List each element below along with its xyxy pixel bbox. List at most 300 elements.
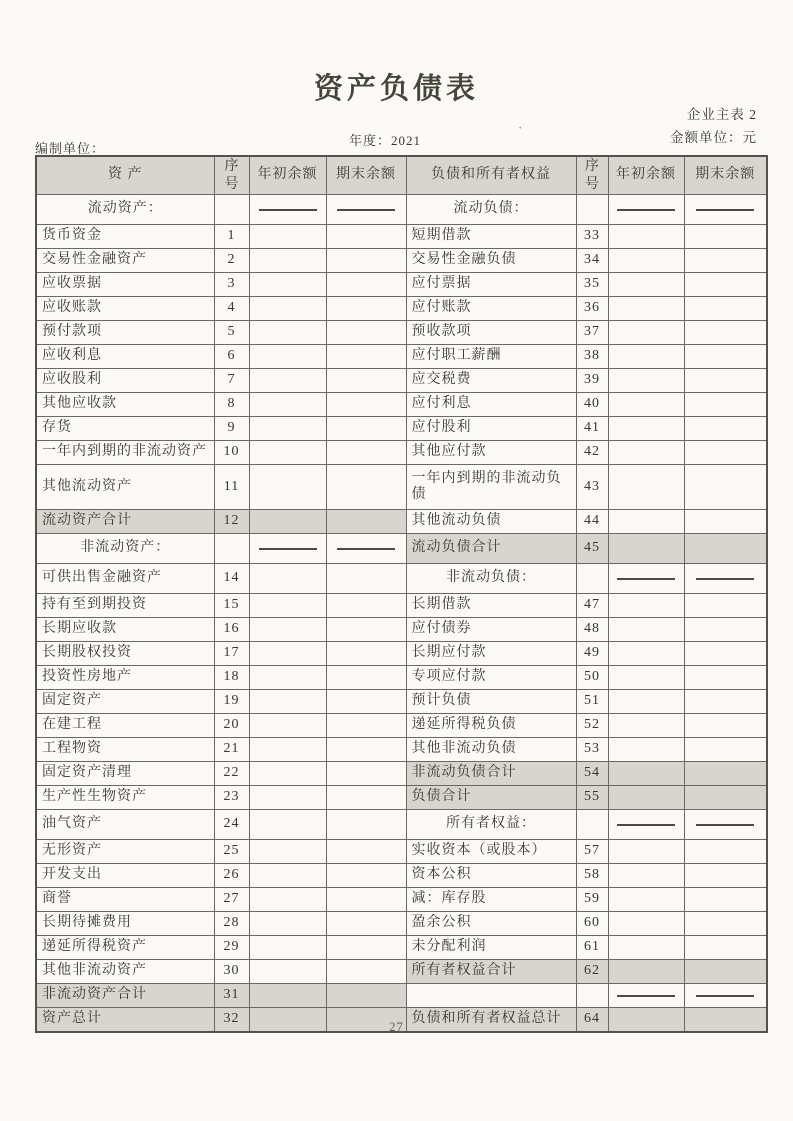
liability-closing-balance-cell (684, 321, 767, 345)
liability-label-cell: 所有者权益合计 (406, 960, 576, 984)
asset-closing-balance-cell (326, 417, 406, 441)
asset-closing-balance-cell (326, 936, 406, 960)
asset-closing-balance-cell (326, 510, 406, 534)
table-row (36, 465, 767, 510)
liability-label-cell: 流动负债合计 (406, 534, 576, 564)
dash-mark (696, 824, 754, 826)
asset-line-number-cell: 2 (214, 249, 249, 273)
asset-opening-balance-cell (249, 714, 326, 738)
table-row (36, 195, 767, 225)
liability-line-number-cell: 60 (576, 912, 608, 936)
asset-label-cell: 长期待摊费用 (36, 912, 214, 936)
asset-opening-balance-cell (249, 534, 326, 564)
asset-closing-balance-cell (326, 984, 406, 1008)
dash-mark (696, 209, 754, 211)
liability-label-cell: 其他流动负债 (406, 510, 576, 534)
table-row (36, 984, 767, 1008)
liability-opening-balance-cell (608, 273, 684, 297)
asset-closing-balance-cell (326, 810, 406, 840)
liability-opening-balance-cell (608, 345, 684, 369)
asset-label-cell: 交易性金融资产 (36, 249, 214, 273)
liability-closing-balance-cell (684, 864, 767, 888)
table-row (36, 714, 767, 738)
asset-line-number-cell (214, 195, 249, 225)
asset-closing-balance-cell (326, 840, 406, 864)
dash-mark (337, 209, 395, 211)
asset-opening-balance-cell (249, 321, 326, 345)
asset-closing-balance-cell (326, 864, 406, 888)
table-row (36, 534, 767, 564)
dash-mark (696, 578, 754, 580)
asset-label-cell: 开发支出 (36, 864, 214, 888)
asset-line-number-cell: 30 (214, 960, 249, 984)
asset-closing-balance-cell (326, 786, 406, 810)
liability-opening-balance-cell (608, 642, 684, 666)
liability-label-cell: 负债合计 (406, 786, 576, 810)
asset-opening-balance-cell (249, 642, 326, 666)
liability-opening-balance-cell (608, 864, 684, 888)
asset-line-number-cell: 18 (214, 666, 249, 690)
liability-opening-balance-cell (608, 984, 684, 1008)
liability-closing-balance-cell (684, 888, 767, 912)
asset-closing-balance-cell (326, 618, 406, 642)
asset-line-number-cell: 19 (214, 690, 249, 714)
table-row (36, 666, 767, 690)
table-row (36, 738, 767, 762)
liability-label-cell: 非流动负债： (406, 564, 576, 594)
asset-opening-balance-cell (249, 393, 326, 417)
asset-opening-balance-cell (249, 786, 326, 810)
asset-closing-balance-cell (326, 441, 406, 465)
liability-line-number-cell: 40 (576, 393, 608, 417)
liability-opening-balance-cell (608, 594, 684, 618)
asset-line-number-cell: 12 (214, 510, 249, 534)
liability-line-number-cell: 33 (576, 225, 608, 249)
asset-label-cell: 无形资产 (36, 840, 214, 864)
liability-label-cell: 预计负债 (406, 690, 576, 714)
asset-opening-balance-cell (249, 417, 326, 441)
balance-sheet-table (35, 155, 768, 1033)
asset-opening-balance-cell (249, 225, 326, 249)
liability-label-cell: 一年内到期的非流动负债 (406, 465, 576, 510)
liability-line-number-cell: 49 (576, 642, 608, 666)
liability-label-cell: 实收资本（或股本） (406, 840, 576, 864)
liability-closing-balance-cell (684, 594, 767, 618)
table-row (36, 840, 767, 864)
liability-line-number-cell: 42 (576, 441, 608, 465)
liability-closing-balance-cell (684, 690, 767, 714)
table-row (36, 936, 767, 960)
table-row (36, 345, 767, 369)
dash-mark (259, 209, 317, 211)
closing-balance-column-header: 期末余额 (326, 156, 406, 195)
liability-line-number-cell: 41 (576, 417, 608, 441)
asset-line-number-cell: 9 (214, 417, 249, 441)
liability-line-number-cell: 48 (576, 618, 608, 642)
liability-closing-balance-cell (684, 762, 767, 786)
liability-line-number-cell: 55 (576, 786, 608, 810)
asset-closing-balance-cell (326, 225, 406, 249)
table-row (36, 417, 767, 441)
asset-opening-balance-cell (249, 195, 326, 225)
liability-opening-balance-cell (608, 249, 684, 273)
serial-no-column-header (576, 156, 608, 195)
table-row (36, 642, 767, 666)
liability-closing-balance-cell (684, 564, 767, 594)
liability-closing-balance-cell (684, 714, 767, 738)
liability-closing-balance-cell (684, 810, 767, 840)
liability-closing-balance-cell (684, 840, 767, 864)
liability-closing-balance-cell (684, 510, 767, 534)
asset-label-cell: 一年内到期的非流动资产 (36, 441, 214, 465)
liability-line-number-cell: 52 (576, 714, 608, 738)
asset-line-number-cell: 10 (214, 441, 249, 465)
dash-mark (337, 548, 395, 550)
liability-opening-balance-cell (608, 786, 684, 810)
asset-closing-balance-cell (326, 960, 406, 984)
asset-label-cell: 其他非流动资产 (36, 960, 214, 984)
liability-label-cell: 所有者权益： (406, 810, 576, 840)
liability-closing-balance-cell (684, 249, 767, 273)
asset-label-cell: 存货 (36, 417, 214, 441)
table-row (36, 960, 767, 984)
liability-closing-balance-cell (684, 534, 767, 564)
liability-opening-balance-cell (608, 321, 684, 345)
asset-label-cell: 其他应收款 (36, 393, 214, 417)
asset-opening-balance-cell (249, 984, 326, 1008)
liability-label-cell (406, 984, 576, 1008)
asset-label-cell: 货币资金 (36, 225, 214, 249)
liability-closing-balance-cell (684, 393, 767, 417)
asset-label-cell: 长期股权投资 (36, 642, 214, 666)
liability-label-cell: 应付账款 (406, 297, 576, 321)
table-row (36, 786, 767, 810)
asset-opening-balance-cell (249, 369, 326, 393)
asset-closing-balance-cell (326, 690, 406, 714)
asset-label-cell: 持有至到期投资 (36, 594, 214, 618)
asset-label-cell: 生产性生物资产 (36, 786, 214, 810)
liability-closing-balance-cell (684, 786, 767, 810)
table-row (36, 564, 767, 594)
serial-no-label: 序号 (224, 159, 239, 192)
liability-line-number-cell: 61 (576, 936, 608, 960)
asset-closing-balance-cell (326, 666, 406, 690)
liability-closing-balance-cell (684, 618, 767, 642)
asset-label-cell: 流动资产： (36, 195, 214, 225)
liability-line-number-cell (576, 564, 608, 594)
liability-line-number-cell (576, 195, 608, 225)
assets-column-header: 资 产 (36, 156, 214, 195)
liabilities-column-header: 负债和所有者权益 (406, 156, 576, 195)
liability-line-number-cell: 50 (576, 666, 608, 690)
table-row (36, 762, 767, 786)
table-row (36, 273, 767, 297)
asset-closing-balance-cell (326, 714, 406, 738)
asset-line-number-cell: 6 (214, 345, 249, 369)
asset-line-number-cell: 20 (214, 714, 249, 738)
page-title: 资产负债表 (313, 73, 479, 105)
table-row (36, 618, 767, 642)
liability-line-number-cell: 45 (576, 534, 608, 564)
asset-line-number-cell: 29 (214, 936, 249, 960)
liability-label-cell: 资本公积 (406, 864, 576, 888)
asset-opening-balance-cell (249, 762, 326, 786)
liability-closing-balance-cell (684, 642, 767, 666)
liability-closing-balance-cell (684, 417, 767, 441)
liability-opening-balance-cell (608, 510, 684, 534)
table-row (36, 249, 767, 273)
liability-line-number-cell: 59 (576, 888, 608, 912)
asset-closing-balance-cell (326, 534, 406, 564)
asset-opening-balance-cell (249, 690, 326, 714)
asset-line-number-cell: 25 (214, 840, 249, 864)
asset-line-number-cell: 15 (214, 594, 249, 618)
liability-opening-balance-cell (608, 762, 684, 786)
asset-line-number-cell: 23 (214, 786, 249, 810)
asset-closing-balance-cell (326, 345, 406, 369)
opening-balance-column-header: 年初余额 (249, 156, 326, 195)
asset-label-cell: 其他流动资产 (36, 465, 214, 510)
opening-balance-column-header: 年初余额 (608, 156, 684, 195)
page-number: 27 (389, 1020, 404, 1034)
liability-closing-balance-cell (684, 441, 767, 465)
liability-line-number-cell: 54 (576, 762, 608, 786)
asset-closing-balance-cell (326, 762, 406, 786)
liability-line-number-cell: 36 (576, 297, 608, 321)
asset-opening-balance-cell (249, 273, 326, 297)
asset-opening-balance-cell (249, 840, 326, 864)
liability-closing-balance-cell (684, 666, 767, 690)
liability-line-number-cell: 62 (576, 960, 608, 984)
asset-opening-balance-cell (249, 618, 326, 642)
asset-closing-balance-cell (326, 642, 406, 666)
liability-opening-balance-cell (608, 297, 684, 321)
table-row (36, 810, 767, 840)
liability-opening-balance-cell (608, 465, 684, 510)
liability-opening-balance-cell (608, 393, 684, 417)
liability-opening-balance-cell (608, 225, 684, 249)
asset-label-cell: 资产总计 (36, 1008, 214, 1033)
dash-mark (617, 995, 675, 997)
asset-label-cell: 非流动资产： (36, 534, 214, 564)
liability-opening-balance-cell (608, 195, 684, 225)
form-tag-label: 企业主表 2 (686, 107, 757, 122)
table-row (36, 225, 767, 249)
asset-opening-balance-cell (249, 345, 326, 369)
asset-closing-balance-cell (326, 321, 406, 345)
asset-closing-balance-cell (326, 249, 406, 273)
table-row (36, 321, 767, 345)
table-row (36, 690, 767, 714)
table-row (36, 912, 767, 936)
scan-artifact-mark: · (518, 120, 523, 135)
asset-closing-balance-cell (326, 888, 406, 912)
asset-label-cell: 油气资产 (36, 810, 214, 840)
liability-closing-balance-cell (684, 369, 767, 393)
asset-opening-balance-cell (249, 864, 326, 888)
liability-line-number-cell: 53 (576, 738, 608, 762)
asset-label-cell: 工程物资 (36, 738, 214, 762)
asset-label-cell: 应收账款 (36, 297, 214, 321)
liability-label-cell: 应付票据 (406, 273, 576, 297)
liability-opening-balance-cell (608, 912, 684, 936)
asset-label-cell: 在建工程 (36, 714, 214, 738)
asset-opening-balance-cell (249, 936, 326, 960)
liability-opening-balance-cell (608, 936, 684, 960)
liability-label-cell: 盈余公积 (406, 912, 576, 936)
liability-opening-balance-cell (608, 441, 684, 465)
asset-opening-balance-cell (249, 960, 326, 984)
dash-mark (617, 824, 675, 826)
asset-closing-balance-cell (326, 738, 406, 762)
table-header-row (36, 156, 767, 195)
asset-label-cell: 非流动资产合计 (36, 984, 214, 1008)
liability-closing-balance-cell (684, 297, 767, 321)
asset-line-number-cell: 21 (214, 738, 249, 762)
liability-label-cell: 其他应付款 (406, 441, 576, 465)
liability-closing-balance-cell (684, 936, 767, 960)
asset-line-number-cell: 11 (214, 465, 249, 510)
asset-line-number-cell: 26 (214, 864, 249, 888)
asset-line-number-cell: 24 (214, 810, 249, 840)
table-row (36, 510, 767, 534)
asset-line-number-cell: 31 (214, 984, 249, 1008)
asset-opening-balance-cell (249, 441, 326, 465)
asset-opening-balance-cell (249, 738, 326, 762)
liability-line-number-cell (576, 810, 608, 840)
asset-line-number-cell: 22 (214, 762, 249, 786)
liability-opening-balance-cell (608, 888, 684, 912)
asset-opening-balance-cell (249, 888, 326, 912)
asset-label-cell: 流动资产合计 (36, 510, 214, 534)
liability-opening-balance-cell (608, 666, 684, 690)
asset-closing-balance-cell (326, 564, 406, 594)
liability-label-cell: 长期应付款 (406, 642, 576, 666)
asset-label-cell: 投资性房地产 (36, 666, 214, 690)
liability-line-number-cell: 57 (576, 840, 608, 864)
liability-line-number-cell: 43 (576, 465, 608, 510)
balance-sheet-body (36, 195, 767, 1033)
liability-line-number-cell: 34 (576, 249, 608, 273)
liability-opening-balance-cell (608, 960, 684, 984)
asset-label-cell: 应收利息 (36, 345, 214, 369)
table-row (36, 888, 767, 912)
table-row (36, 369, 767, 393)
liability-opening-balance-cell (608, 810, 684, 840)
dash-mark (696, 995, 754, 997)
asset-line-number-cell: 4 (214, 297, 249, 321)
asset-opening-balance-cell (249, 510, 326, 534)
liability-line-number-cell: 64 (576, 1008, 608, 1033)
liability-label-cell: 应付股利 (406, 417, 576, 441)
liability-label-cell: 长期借款 (406, 594, 576, 618)
table-row (36, 297, 767, 321)
liability-label-cell: 应付职工薪酬 (406, 345, 576, 369)
asset-label-cell: 商誉 (36, 888, 214, 912)
asset-opening-balance-cell (249, 564, 326, 594)
asset-line-number-cell (214, 534, 249, 564)
asset-label-cell: 预付款项 (36, 321, 214, 345)
asset-closing-balance-cell (326, 369, 406, 393)
liability-label-cell: 流动负债： (406, 195, 576, 225)
table-row (36, 594, 767, 618)
liability-closing-balance-cell (684, 738, 767, 762)
asset-closing-balance-cell (326, 195, 406, 225)
dash-mark (617, 578, 675, 580)
asset-closing-balance-cell (326, 393, 406, 417)
dash-mark (617, 209, 675, 211)
liability-label-cell: 减：库存股 (406, 888, 576, 912)
asset-opening-balance-cell (249, 465, 326, 510)
asset-line-number-cell: 1 (214, 225, 249, 249)
asset-opening-balance-cell (249, 249, 326, 273)
liability-line-number-cell: 37 (576, 321, 608, 345)
liability-closing-balance-cell (684, 225, 767, 249)
liability-opening-balance-cell (608, 840, 684, 864)
liability-line-number-cell: 44 (576, 510, 608, 534)
asset-label-cell: 应收票据 (36, 273, 214, 297)
serial-no-label: 序号 (585, 159, 599, 192)
liability-label-cell: 递延所得税负债 (406, 714, 576, 738)
liability-label-cell: 非流动负债合计 (406, 762, 576, 786)
asset-line-number-cell: 16 (214, 618, 249, 642)
asset-opening-balance-cell (249, 297, 326, 321)
liability-closing-balance-cell (684, 912, 767, 936)
asset-label-cell: 可供出售金融资产 (36, 564, 214, 594)
serial-no-column-header (214, 156, 249, 195)
asset-label-cell: 长期应收款 (36, 618, 214, 642)
liability-line-number-cell: 58 (576, 864, 608, 888)
closing-balance-column-header: 期末余额 (684, 156, 767, 195)
liability-opening-balance-cell (608, 564, 684, 594)
asset-opening-balance-cell (249, 810, 326, 840)
dash-mark (259, 548, 317, 550)
liability-label-cell: 专项应付款 (406, 666, 576, 690)
asset-label-cell: 固定资产清理 (36, 762, 214, 786)
liability-line-number-cell: 47 (576, 594, 608, 618)
table-row (36, 864, 767, 888)
asset-line-number-cell: 28 (214, 912, 249, 936)
liability-opening-balance-cell (608, 618, 684, 642)
table-row (36, 393, 767, 417)
asset-closing-balance-cell (326, 273, 406, 297)
liability-label-cell: 应付债券 (406, 618, 576, 642)
liability-opening-balance-cell (608, 417, 684, 441)
liability-line-number-cell: 38 (576, 345, 608, 369)
liability-label-cell: 交易性金融负债 (406, 249, 576, 273)
liability-label-cell: 负债和所有者权益总计 (406, 1008, 576, 1033)
liability-closing-balance-cell (684, 984, 767, 1008)
asset-opening-balance-cell (249, 666, 326, 690)
amount-unit-label: 金额单位：元 (670, 130, 757, 145)
liability-label-cell: 其他非流动负债 (406, 738, 576, 762)
asset-line-number-cell: 14 (214, 564, 249, 594)
asset-line-number-cell: 7 (214, 369, 249, 393)
asset-line-number-cell: 32 (214, 1008, 249, 1033)
asset-closing-balance-cell (326, 594, 406, 618)
liability-label-cell: 应付利息 (406, 393, 576, 417)
table-row (36, 441, 767, 465)
liability-closing-balance-cell (684, 465, 767, 510)
asset-label-cell: 固定资产 (36, 690, 214, 714)
liability-closing-balance-cell (684, 195, 767, 225)
liability-opening-balance-cell (608, 690, 684, 714)
liability-opening-balance-cell (608, 534, 684, 564)
asset-label-cell: 递延所得税资产 (36, 936, 214, 960)
liability-label-cell: 预收款项 (406, 321, 576, 345)
liability-label-cell: 短期借款 (406, 225, 576, 249)
asset-line-number-cell: 5 (214, 321, 249, 345)
